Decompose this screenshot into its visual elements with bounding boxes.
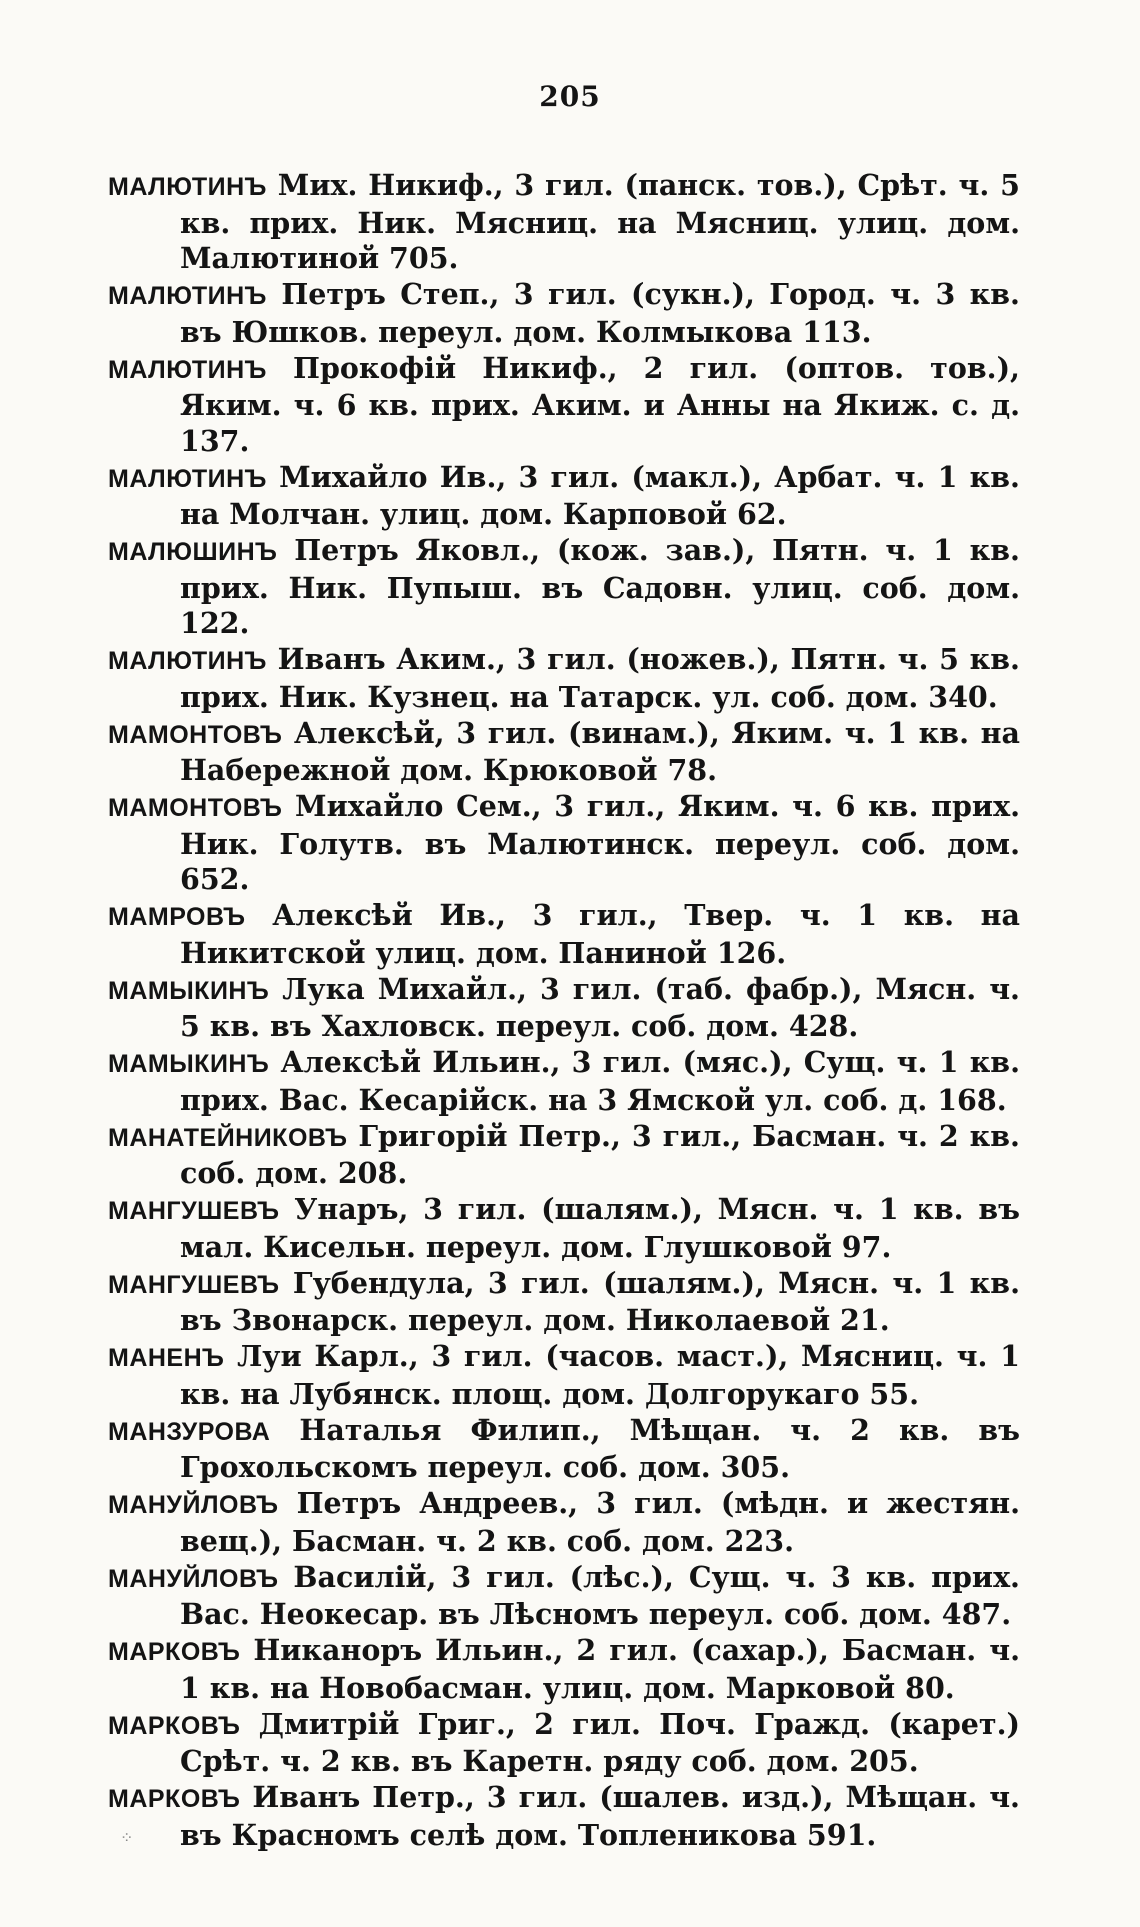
entry-surname: МАНАТЕЙНИКОВЪ [108,1123,348,1152]
entry-details: Алексѣй Ив., 3 гил., Твер. ч. 1 кв. на Никитской улиц. дом. Паниной 126. [180,898,1020,970]
entry-details: Губендула, 3 гил. (шалям.), Мясн. ч. 1 кв. въ Звонарск. переул. дом. Николаевой 21. [180,1265,1020,1337]
entry-details: Мих. Никиф., 3 гил. (панск. тов.), Срѣт. ч. 5 кв. прих. Ник. Мясниц. на Мясниц. улиц. дом. Малютиной 705. [180,168,1020,275]
entry-surname: МАЛЮТИНЪ [108,282,267,310]
entry-surname: МАНУЙЛОВЪ [108,1491,279,1519]
entry-details: Унаръ, 3 гил. (шалям.), Мясн. ч. 1 кв. въ мал. Кисельн. переул. дом. Глушковой 97. [180,1192,1020,1264]
entry-surname: МАНГУШЕВЪ [108,1197,280,1225]
directory-entry [108,1266,1020,1339]
directory-entry [108,533,1020,642]
directory-entry [108,1192,1020,1265]
directory-entry [108,1707,1020,1780]
directory-entry [108,351,1020,460]
entry-details: Петръ Яковл., (кож. зав.), Пятн. ч. 1 кв. прих. Ник. Пупыш. въ Садовн. улиц. соб. дом. 122. [180,533,1020,640]
entry-details: Петръ Степ., 3 гил. (сукн.), Город. ч. 3 кв. въ Юшков. переул. дом. Колмыкова 113. [180,277,1020,349]
entry-surname: МАМЫКИНЪ [108,976,270,1005]
entry-surname: МАМОНТОВЪ [108,720,283,749]
directory-entry [108,1633,1020,1706]
entry-surname: МАМОНТОВЪ [108,794,283,822]
directory-entry [108,898,1020,971]
directory-entry [108,642,1020,715]
entry-details: Дмитрій Григ., 2 гил. Поч. Гражд. (карет.) Срѣт. ч. 2 кв. въ Каретн. ряду соб. дом. 205. [180,1706,1020,1778]
entry-surname: МАНГУШЕВЪ [108,1270,280,1299]
page-number: 205 [539,80,601,113]
entry-surname: МАНЕНЪ [108,1344,225,1372]
directory-entry [108,1045,1020,1118]
directory-entry [108,1339,1020,1412]
entry-surname: МАЛЮШИНЪ [108,538,278,566]
entry-surname: МАМРОВЪ [108,903,246,931]
entry-details: Наталья Филип., Мѣщан. ч. 2 кв. въ Грохольскомъ переул. соб. дом. 305. [180,1412,1020,1484]
entry-details: Лука Михайл., 3 гил. (таб. фабр.), Мясн. ч. 5 кв. въ Хахловск. переул. соб. дом. 428. [180,971,1020,1043]
entry-details: Михайло Ив., 3 гил. (макл.), Арбат. ч. 1 кв. на Молчан. улиц. дом. Карповой 62. [180,459,1020,531]
entry-details: Прокофій Никиф., 2 гил. (оптов. тов.), Яким. ч. 6 кв. прих. Аким. и Анны на Якиж. с. д. 137. [180,350,1020,458]
entry-surname: МАМЫКИНЪ [108,1050,270,1078]
directory-entry [108,460,1020,533]
entry-details: Василій, 3 гил. (лѣс.), Сущ. ч. 3 кв. прих. Вас. Неокесар. въ Лѣсномъ переул. соб. дом. 487. [180,1559,1020,1631]
directory-entry [108,1560,1020,1633]
entry-surname: МАНУЙЛОВЪ [108,1564,279,1593]
entry-surname: МАЛЮТИНЪ [108,647,267,675]
directory-entry [108,972,1020,1045]
entry-surname: МАРКОВЪ [108,1711,241,1740]
entry-details: Иванъ Петр., 3 гил. (шалев. изд.), Мѣщан. ч. въ Красномъ селѣ дом. Топленикова 591. [180,1780,1020,1852]
directory-entries [108,168,1020,1854]
entry-details: Алексѣй, 3 гил. (винам.), Яким. ч. 1 кв. на Набережной дом. Крюковой 78. [180,715,1020,787]
paper-speck: ⁘ [120,1828,134,1847]
directory-entry [108,789,1020,898]
entry-details: Григорій Петр., 3 гил., Басман. ч. 2 кв. соб. дом. 208. [180,1118,1020,1190]
entry-details: Михайло Сем., 3 гил., Яким. ч. 6 кв. прих. Ник. Голутв. въ Малютинск. переул. соб. дом. 652. [180,789,1020,896]
directory-entry [108,1413,1020,1486]
entry-details: Алексѣй Ильин., 3 гил. (мяс.), Сущ. ч. 1 кв. прих. Вас. Кесарійск. на 3 Ямской ул. соб. д. 168. [180,1045,1020,1117]
entry-surname: МАЛЮТИНЪ [108,355,267,384]
entry-surname: МАРКОВЪ [108,1785,241,1813]
entry-details: Иванъ Аким., 3 гил. (ножев.), Пятн. ч. 5 кв. прих. Ник. Кузнец. на Татарск. ул. соб. дом. 340. [180,642,1020,714]
entry-surname: МАЛЮТИНЪ [108,464,267,493]
entry-details: Луи Карл., 3 гил. (часов. маст.), Мясниц. ч. 1 кв. на Лубянск. площ. дом. Долгорукаго 55. [180,1339,1020,1411]
entry-surname: МАЛЮТИНЪ [108,173,267,201]
entry-details: Петръ Андреев., 3 гил. (мѣдн. и жестян. вещ.), Басман. ч. 2 кв. соб. дом. 223. [180,1486,1020,1558]
directory-entry [108,1486,1020,1559]
entry-surname: МАРКОВЪ [108,1638,241,1666]
directory-entry [108,277,1020,350]
directory-entry [108,168,1020,277]
directory-entry [108,1119,1020,1192]
entry-details: Никаноръ Ильин., 2 гил. (сахар.), Басман. ч. 1 кв. на Новобасман. улиц. дом. Марковой 80. [180,1633,1020,1705]
directory-entry [108,1780,1020,1853]
entry-surname: МАНЗУРОВА [108,1417,271,1446]
directory-entry [108,716,1020,789]
